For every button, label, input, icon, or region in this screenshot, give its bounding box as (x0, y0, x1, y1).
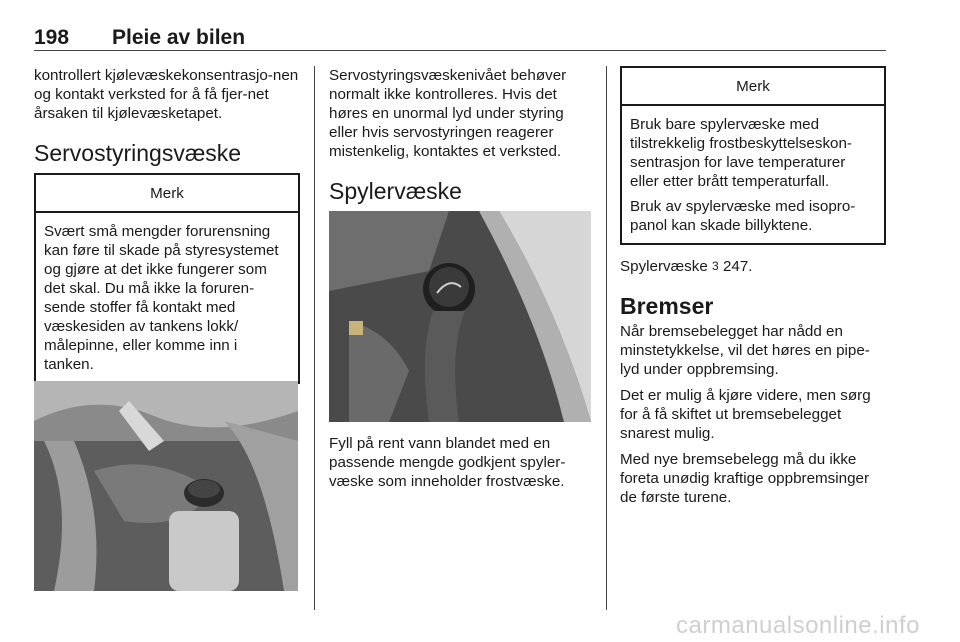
column-divider-2 (606, 66, 607, 610)
section-heading-washer-fluid: Spylervæske (329, 178, 462, 204)
reference-page: 247. (722, 258, 753, 275)
column-2 (329, 66, 591, 205)
brakes-paragraph-1: Når bremsebelegget har nådd en minstetykkelse, vil det høres en pipe-lyd under oppbremsing. (620, 323, 870, 378)
note-body (36, 213, 298, 382)
chapter-title: Pleie av bilen (112, 26, 246, 49)
brakes-paragraph-3: Med nye bremsebelegg må du ikke foreta unødig kraftige oppbremsinger de første turene. (620, 451, 870, 506)
column-divider-1 (314, 66, 315, 610)
page-header (34, 26, 886, 52)
washer-fluid-text: Fyll på rent vann blandet med en passende mengde godkjent spyler-væske som inneholder frostvæske. (329, 435, 566, 490)
note-title: Merk (36, 175, 298, 213)
note-paragraph-1: Bruk bare spylervæske med tilstrekkelig frostbeskyttelseskon-sentrasjon for lave temperaturer eller etter brått temperaturfall. (630, 116, 852, 190)
reference-arrow-icon: 3 (712, 259, 719, 273)
reference-text: Spylervæske (620, 258, 708, 275)
washer-fluid-reservoir-photo (329, 211, 591, 422)
note-text: Svært små mengder forurensning kan føre til skade på styresystemet og gjøre at det ikke fungerer som det skal. Du må ikke la foruren-sende stoffer få kontakt med væskesiden av tankens lokk/ målepinne, eller komme inn i tanken. (44, 223, 279, 373)
washer-reference[interactable] (620, 257, 886, 276)
watermark: carmanualsonline.info (676, 612, 920, 639)
note-box-washer (620, 66, 886, 245)
column-3 (620, 66, 886, 514)
section-heading-brakes: Bremser (620, 293, 714, 319)
page-number: 198 (34, 26, 70, 49)
column-1 (34, 66, 300, 384)
power-steering-text: Servostyringsvæskenivået behøver normalt ikke kontrolleres. Hvis det høres en unormal lyd under styring eller hvis servostyringen reagerer mistenkelig, kontaktes et verksted. (329, 67, 567, 160)
coolant-text: kontrollert kjølevæskekonsentrasjo-nen og kontakt verksted for å få fjer-net årsaken til kjølevæsketapet. (34, 67, 299, 122)
note-paragraph-2: Bruk av spylervæske med isopro-panol kan skade billyktene. (630, 198, 856, 234)
brakes-paragraph-2: Det er mulig å kjøre videre, men sørg for å få skiftet ut bremsebelegget snarest mulig. (620, 387, 871, 442)
note-box-power-steering (34, 173, 300, 384)
washer-caption-block (329, 434, 591, 498)
power-steering-reservoir-photo (34, 381, 298, 591)
note-body (622, 106, 884, 243)
note-title: Merk (622, 68, 884, 106)
section-heading-power-steering: Servostyringsvæske (34, 140, 242, 166)
header-rule (34, 50, 886, 51)
